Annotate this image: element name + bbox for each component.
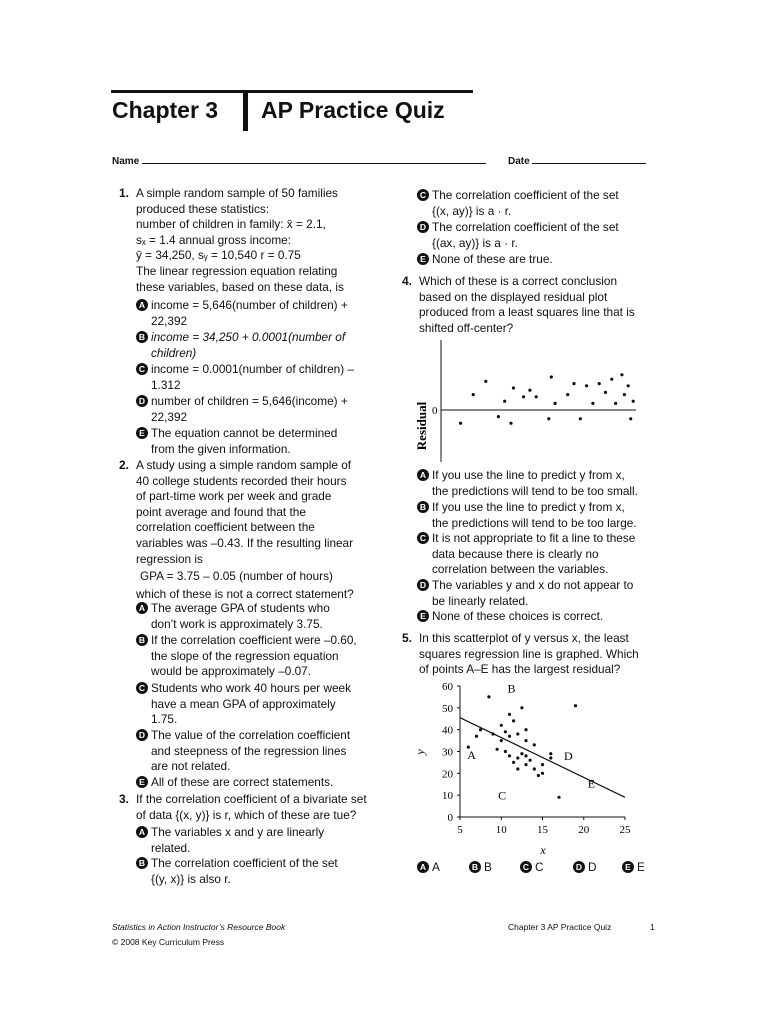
point-label-e: E bbox=[587, 776, 596, 791]
residual-point bbox=[503, 400, 506, 403]
option-badge-d: D bbox=[417, 579, 429, 591]
residual-points bbox=[459, 373, 635, 425]
residual-point bbox=[535, 395, 538, 398]
option-badge-e: E bbox=[136, 776, 148, 788]
q1-option-a[interactable]: A income = 5,646(number of children) + 22,392 bbox=[136, 298, 348, 329]
residual-point bbox=[629, 417, 632, 420]
x-tick-label: 10 bbox=[495, 824, 507, 836]
scatter-point bbox=[516, 756, 519, 759]
residual-point bbox=[579, 417, 582, 420]
left-column bbox=[112, 186, 392, 886]
footer-book-title: Statistics in Action Instructor’s Resource Book bbox=[112, 922, 286, 932]
scatter-point bbox=[533, 743, 536, 746]
option-badge-b: B bbox=[417, 501, 429, 513]
quiz-title: AP Practice Quiz bbox=[261, 97, 445, 123]
point-label-a: A bbox=[467, 748, 476, 763]
option-badge-c: C bbox=[136, 682, 148, 694]
scatter-point bbox=[516, 767, 519, 770]
scatter-point bbox=[496, 748, 499, 751]
residual-point bbox=[512, 386, 515, 389]
q3-option-b[interactable]: B The correlation coefficient of the set {(y, x)} is also r. bbox=[136, 856, 338, 887]
q3-option-d[interactable]: D The correlation coefficient of the set {(ax, ay)} is a · r. bbox=[417, 220, 619, 251]
option-badge-a: A bbox=[136, 299, 148, 311]
q1-stem bbox=[136, 186, 344, 295]
q5-line: In this scatterplot of y versus x, the least bbox=[419, 631, 629, 645]
q3-number: 3. bbox=[119, 792, 130, 806]
option-badge-a: A bbox=[136, 826, 148, 838]
option-badge-a: A bbox=[417, 861, 429, 873]
residual-point bbox=[509, 422, 512, 425]
q5-stem bbox=[419, 631, 639, 678]
residual-point bbox=[614, 402, 617, 405]
scatter-point bbox=[479, 728, 482, 731]
q4-option-b[interactable]: B If you use the line to predict y from x, the predictions will tend to be too large. bbox=[417, 500, 637, 531]
q5-option-d[interactable]: D D bbox=[573, 860, 597, 876]
scatter-point bbox=[574, 704, 577, 707]
footer-copyright: © 2008 Key Curriculum Press bbox=[112, 937, 225, 947]
scatter-point bbox=[557, 796, 560, 799]
q5-option-b[interactable]: B B bbox=[469, 860, 492, 876]
scatter-point bbox=[508, 713, 511, 716]
q5-option-a[interactable]: A A bbox=[417, 860, 440, 876]
scatter-point bbox=[524, 739, 527, 742]
scatter-point bbox=[520, 706, 523, 709]
residual-point bbox=[522, 395, 525, 398]
y-axis-label: y bbox=[413, 749, 427, 755]
q4-option-d[interactable]: D The variables y and x do not appear to be linearly related. bbox=[417, 578, 633, 609]
option-badge-c: C bbox=[417, 189, 429, 201]
residual-point bbox=[528, 389, 531, 392]
option-badge-c: C bbox=[520, 861, 532, 873]
residual-point bbox=[585, 384, 588, 387]
x-tick-label: 5 bbox=[457, 824, 463, 836]
residual-point bbox=[627, 384, 630, 387]
q5-number: 5. bbox=[402, 631, 413, 645]
residual-point bbox=[598, 382, 601, 385]
scatterplot bbox=[412, 678, 638, 856]
scatter-point bbox=[529, 759, 532, 762]
option-badge-c: C bbox=[136, 363, 148, 375]
residual-plot bbox=[410, 338, 642, 464]
scatter-point bbox=[508, 735, 511, 738]
q5-line: of points A–E has the largest residual? bbox=[419, 662, 621, 677]
option-badge-d: D bbox=[573, 861, 585, 873]
name-label: Name bbox=[112, 156, 140, 167]
regression-line-segment bbox=[460, 718, 625, 798]
q3-option-c[interactable]: C The correlation coefficient of the set {(x, ay)} is a · r. bbox=[417, 188, 619, 219]
residual-point bbox=[632, 400, 635, 403]
scatter-point bbox=[549, 752, 552, 755]
chapter-heading: Chapter 3 bbox=[112, 97, 219, 123]
residual-point bbox=[472, 393, 475, 396]
y-tick-label: 0 bbox=[447, 812, 453, 824]
q1-number: 1. bbox=[119, 186, 130, 200]
scatter-point bbox=[512, 719, 515, 722]
q3-line: If the correlation coefficient of a bivariate set bbox=[136, 792, 367, 806]
date-label: Date bbox=[508, 156, 530, 167]
x-tick-label: 25 bbox=[619, 824, 631, 836]
scatter-point bbox=[491, 732, 494, 735]
option-badge-a: A bbox=[417, 469, 429, 481]
q5-option-c[interactable]: C C bbox=[520, 860, 544, 876]
scatter-point bbox=[533, 767, 536, 770]
q4-option-e[interactable]: E None of these choices is correct. bbox=[417, 609, 603, 625]
q2-line: correlation coefficient between the bbox=[136, 520, 315, 535]
name-blank[interactable] bbox=[142, 154, 486, 164]
x-tick-label: 20 bbox=[578, 824, 590, 836]
residual-point bbox=[572, 382, 575, 385]
q1-option-c[interactable]: C income = 0.0001(number of children) – 1.312 bbox=[136, 362, 354, 393]
scatter-point bbox=[524, 754, 527, 757]
scatter-point bbox=[475, 735, 478, 738]
scatter-point bbox=[508, 754, 511, 757]
q4-line: Which of these is a correct conclusion bbox=[419, 274, 618, 288]
q1-line: these variables, based on these data, is bbox=[136, 279, 344, 294]
q4-stem bbox=[419, 274, 635, 336]
option-badge-e: E bbox=[622, 861, 634, 873]
q2-line: 40 college students recorded their hours bbox=[136, 473, 347, 488]
scatter-point bbox=[549, 756, 552, 759]
q4-line: based on the displayed residual plot bbox=[419, 289, 608, 304]
residual-point bbox=[554, 402, 557, 405]
scatter-point bbox=[524, 728, 527, 731]
q2-line: of part-time work per week and grade bbox=[136, 489, 332, 504]
q3-stem bbox=[136, 792, 367, 823]
q2-option-b[interactable]: B If the correlation coefficient were –0.60, the slope of the regression equation would be approximately –0.07. bbox=[136, 633, 357, 680]
q5-line: squares regression line is graphed. Which bbox=[419, 646, 639, 661]
point-labels bbox=[467, 681, 595, 802]
option-badge-b: B bbox=[136, 857, 148, 869]
q2-option-c[interactable]: C Students who work 40 hours per week have a mean GPA of approximately 1.75. bbox=[136, 681, 351, 728]
point-label-d: D bbox=[564, 749, 573, 763]
scatter-point bbox=[520, 752, 523, 755]
option-badge-e: E bbox=[136, 427, 148, 439]
footer-page-number: 1 bbox=[650, 922, 655, 932]
q2-line: variables was –0.43. If the resulting linear bbox=[136, 535, 354, 550]
option-badge-b: B bbox=[136, 331, 148, 343]
regression-line bbox=[460, 718, 625, 798]
date-blank[interactable] bbox=[532, 154, 646, 164]
footer-quiz-title: Chapter 3 AP Practice Quiz bbox=[508, 922, 612, 932]
q1-line: number of children in family: x̄ = 2.1, bbox=[136, 217, 326, 232]
q1-line: The linear regression equation relating bbox=[136, 263, 338, 278]
residual-point bbox=[484, 380, 487, 383]
q1-line: produced these statistics: bbox=[136, 201, 270, 216]
title-separator bbox=[243, 90, 248, 131]
q4-option-c[interactable]: C It is not appropriate to fit a line to these data because there is clearly no correlation between the variables. bbox=[417, 531, 635, 578]
q4-line: shifted off-center? bbox=[419, 320, 514, 335]
residual-axis-label: Residual bbox=[414, 401, 429, 451]
y-tick-label: 30 bbox=[442, 746, 453, 759]
option-badge-b: B bbox=[136, 634, 148, 646]
scatter-axes bbox=[460, 686, 625, 817]
option-badge-a: A bbox=[136, 602, 148, 614]
q5-options bbox=[417, 860, 657, 878]
option-badge-e: E bbox=[417, 610, 429, 622]
scatter-point bbox=[516, 732, 519, 735]
y-tick-label: 40 bbox=[442, 724, 453, 737]
q2-option-e[interactable]: E All of these are correct statements. bbox=[136, 775, 333, 791]
y-tick-label: 10 bbox=[442, 790, 453, 803]
title-rule bbox=[111, 90, 473, 93]
option-badge-c: C bbox=[417, 532, 429, 544]
scatter-point bbox=[541, 763, 544, 766]
x-tick-label: 15 bbox=[537, 824, 548, 836]
residual-point bbox=[620, 373, 623, 376]
scatter-point bbox=[500, 739, 503, 742]
q1-line: sₓ = 1.4 annual gross income: bbox=[136, 232, 292, 247]
q3-line: of data {(x, y)} is r, which of these are tue? bbox=[136, 807, 357, 822]
scatter-point bbox=[504, 750, 507, 753]
q1-option-b[interactable]: B income = 34,250 + 0.0001(number of children) bbox=[136, 330, 345, 361]
residual-point bbox=[497, 415, 500, 418]
point-label-b: B bbox=[507, 681, 516, 696]
option-badge-b: B bbox=[469, 861, 481, 873]
scatter-point bbox=[504, 730, 507, 733]
scatter-point bbox=[541, 772, 544, 775]
option-badge-d: D bbox=[417, 221, 429, 233]
residual-point bbox=[547, 417, 550, 420]
q2-equation: GPA = 3.75 – 0.05 (number of hours) bbox=[140, 569, 333, 584]
option-badge-d: D bbox=[136, 395, 148, 407]
q1-line: ȳ = 34,250, sᵧ = 10,540 r = 0.75 bbox=[136, 248, 301, 263]
y-tick-label: 50 bbox=[442, 702, 453, 715]
residual-zero-label: 0 bbox=[432, 405, 438, 417]
point-label-c: C bbox=[498, 788, 507, 803]
q2-option-d[interactable]: D The value of the correlation coefficient and steepness of the regression lines are not related. bbox=[136, 728, 350, 775]
q5-option-e[interactable]: E E bbox=[622, 860, 645, 876]
residual-point bbox=[566, 393, 569, 396]
x-axis-label: x bbox=[540, 843, 546, 856]
q4-line: produced from a least squares line that is bbox=[419, 305, 635, 320]
q2-line: regression is bbox=[136, 551, 203, 566]
option-badge-d: D bbox=[136, 729, 148, 741]
residual-point bbox=[610, 378, 613, 381]
residual-point bbox=[459, 422, 462, 425]
q2-stem bbox=[136, 458, 354, 602]
scatter-point bbox=[487, 695, 490, 698]
name-field[interactable] bbox=[112, 154, 486, 167]
residual-point bbox=[623, 393, 626, 396]
q3-option-e[interactable]: E None of these are true. bbox=[417, 252, 553, 268]
scatter-point bbox=[537, 774, 540, 777]
y-tick-label: 60 bbox=[442, 681, 453, 693]
q1-option-e[interactable]: E The equation cannot be determined from the given information. bbox=[136, 426, 337, 457]
q2-option-a[interactable]: A The average GPA of students who don’t work is approximately 3.75. bbox=[136, 601, 330, 632]
residual-point bbox=[591, 402, 594, 405]
q1-option-d[interactable]: D number of children = 5,646(income) + 22,392 bbox=[136, 394, 348, 425]
residual-point bbox=[604, 391, 607, 394]
scatter-point bbox=[500, 724, 503, 727]
q2-line: A study using a simple random sample of bbox=[136, 458, 352, 472]
q1-line: A simple random sample of 50 families bbox=[136, 186, 338, 200]
q2-line: which of these is not a correct statement? bbox=[136, 586, 354, 601]
scatter-point bbox=[524, 763, 527, 766]
q4-option-a[interactable]: A If you use the line to predict y from x, the predictions will tend to be too small. bbox=[417, 468, 638, 499]
q2-number: 2. bbox=[119, 458, 130, 472]
q2-line: point average and found that the bbox=[136, 504, 306, 519]
q3-option-a[interactable]: A The variables x and y are linearly related. bbox=[136, 825, 324, 856]
option-badge-e: E bbox=[417, 253, 429, 265]
q4-number: 4. bbox=[402, 274, 413, 288]
y-tick-label: 20 bbox=[442, 768, 453, 781]
scatter-point bbox=[512, 761, 515, 764]
residual-point bbox=[550, 375, 553, 378]
date-field[interactable] bbox=[508, 154, 646, 167]
